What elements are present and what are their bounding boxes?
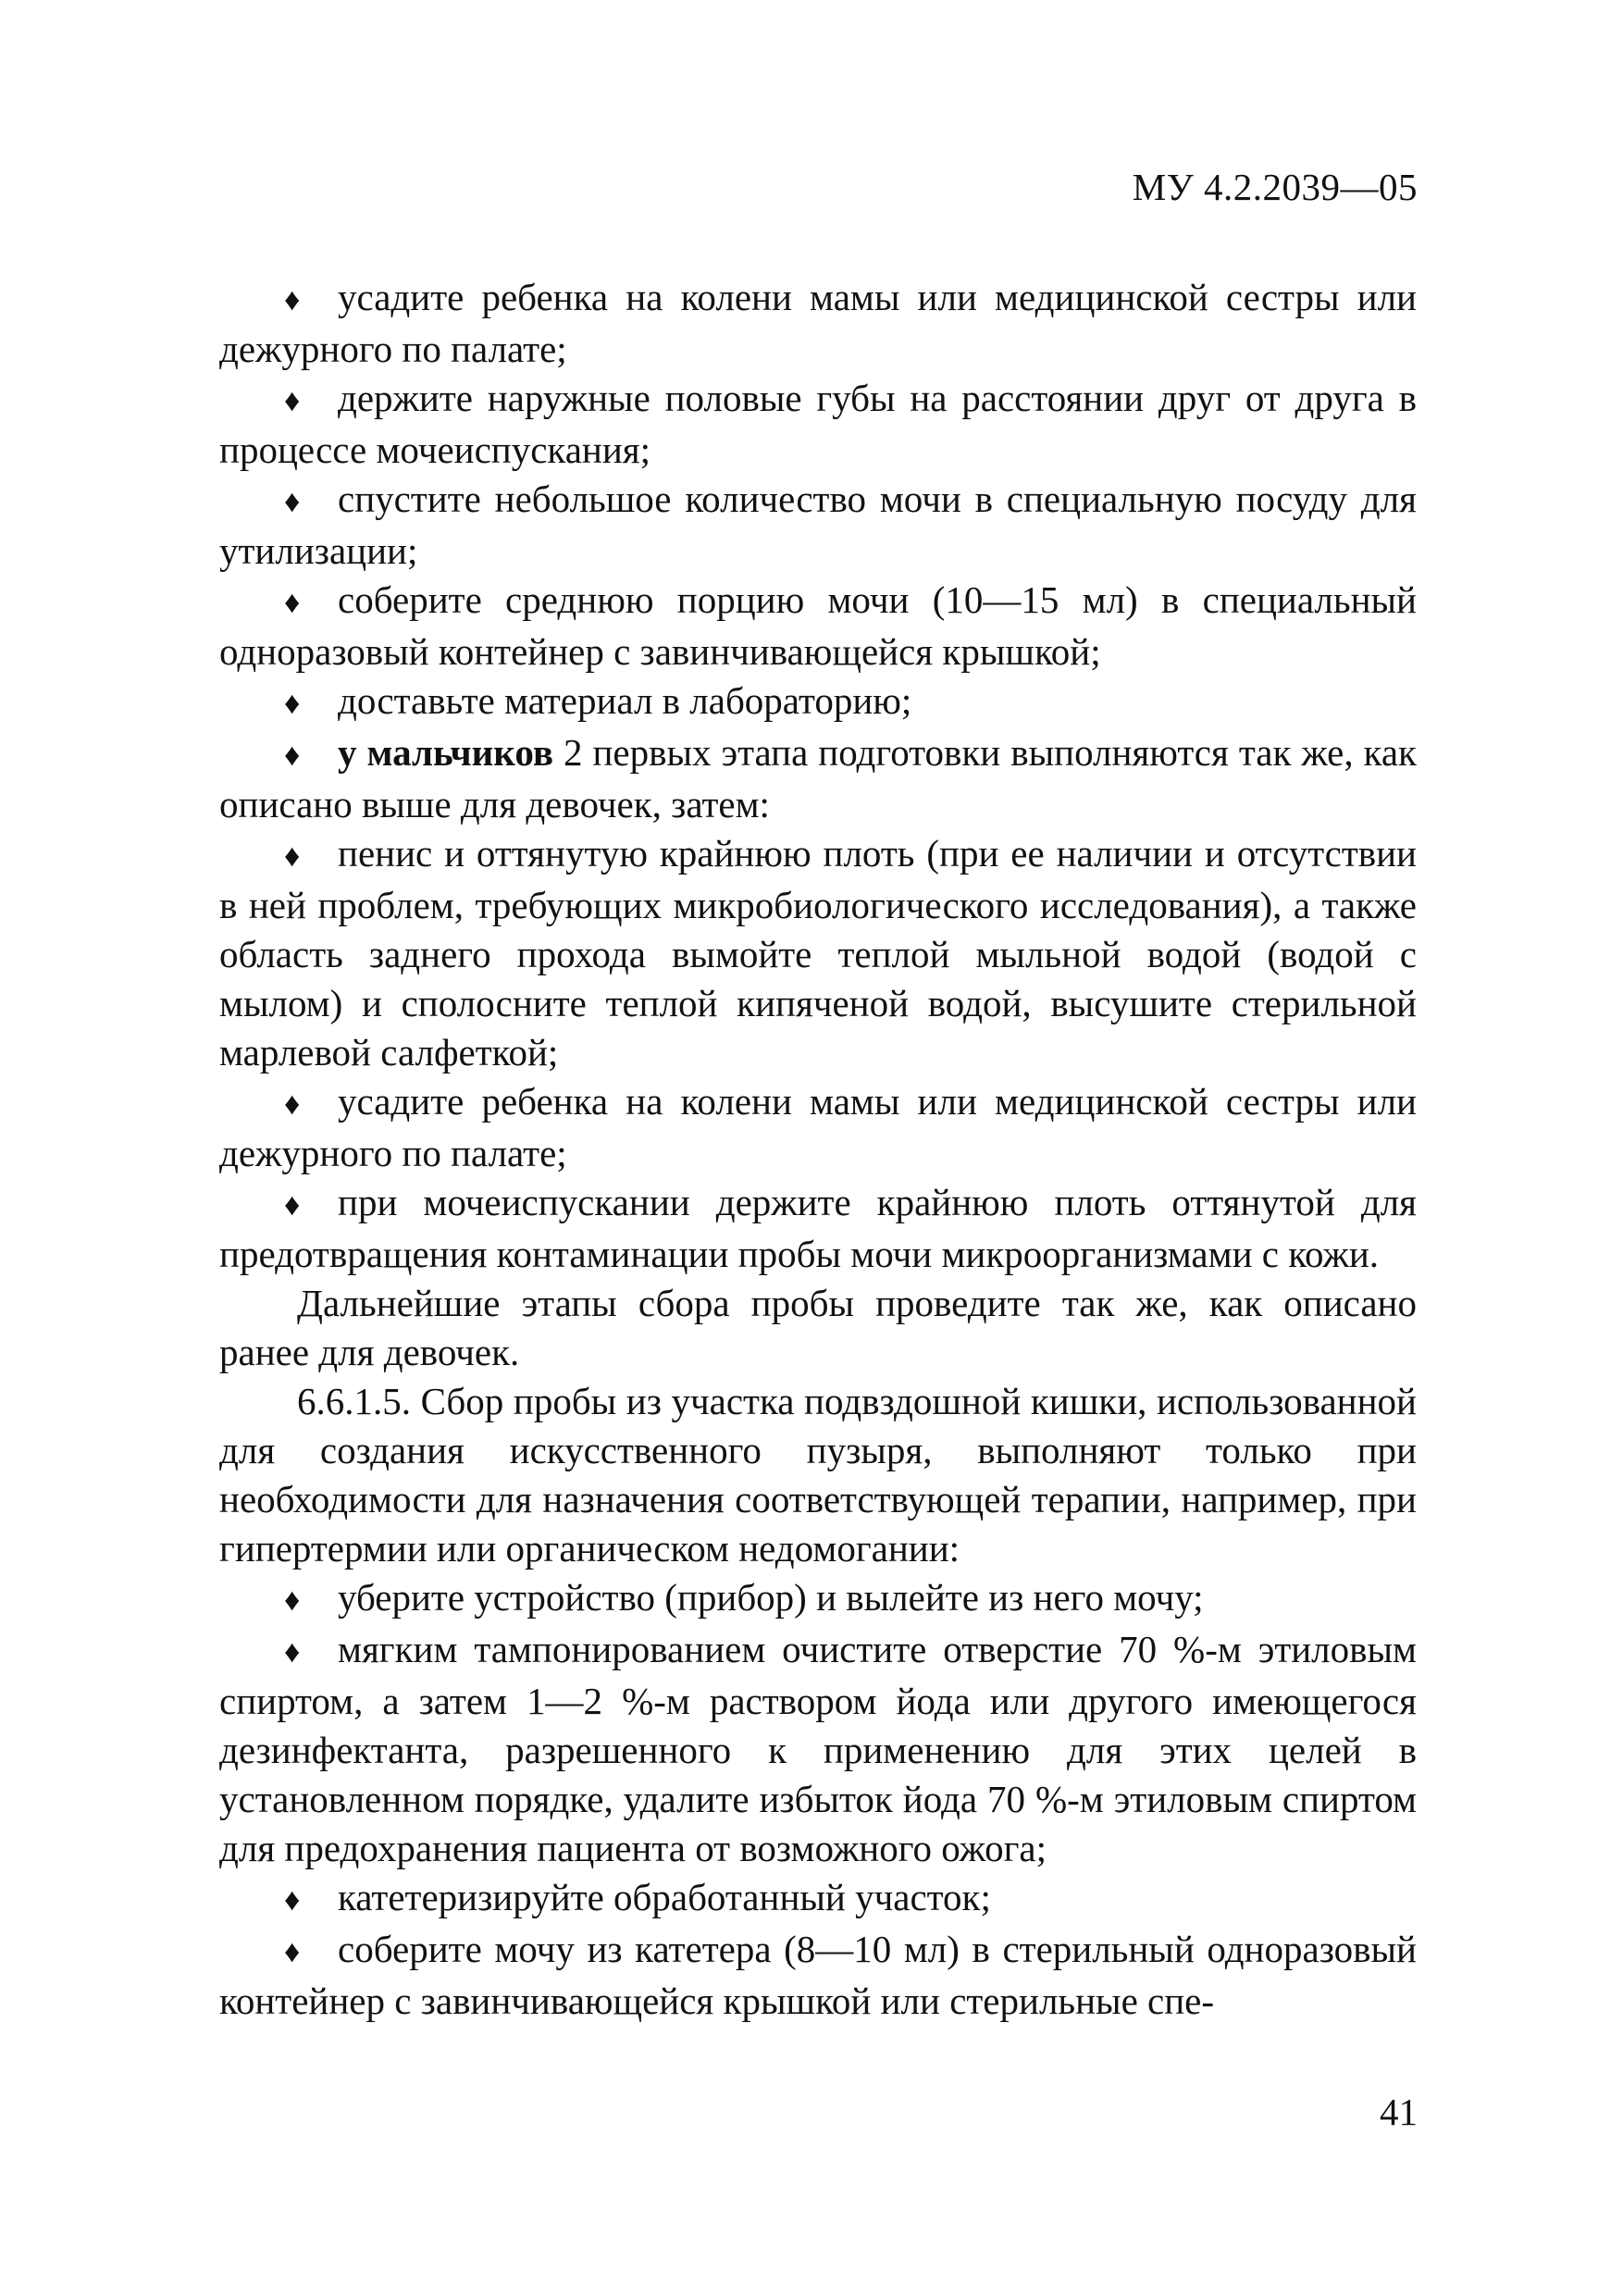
- bullet-diamond-icon: ♦: [284, 384, 301, 418]
- bullet-diamond-icon: ♦: [284, 839, 301, 874]
- list-item-text: усадите ребенка на колени мамы или медицинской сестры или дежурного по палате;: [219, 276, 1417, 370]
- document-code-header: МУ 4.2.2039—05: [1132, 166, 1418, 208]
- list-item: [219, 1178, 1417, 1279]
- section-paragraph: 6.6.1.5. Сбор пробы из участка подвздошной кишки, использованной для создания искусственного пузыря, выполняют только при необходимости для назначения соответствующей терапии, например, при гипертермии или органическом недомогании:: [219, 1380, 1417, 1570]
- list-item-text: соберите среднюю порцию мочи (10—15 мл) в специальный одноразовый контейнер с завинчивающейся крышкой;: [219, 578, 1417, 673]
- list-item-bold-lead: у мальчиков: [338, 731, 553, 774]
- list-item: [219, 374, 1417, 475]
- list-item: [219, 1625, 1417, 1873]
- bullet-diamond-icon: ♦: [284, 1883, 301, 1917]
- bullet-diamond-icon: ♦: [284, 485, 301, 519]
- list-item-text: при мочеиспускании держите крайнюю плоть оттянутой для предотвращения контаминации пробы мочи микроорганизмами с кожи.: [219, 1181, 1417, 1275]
- bullet-diamond-icon: ♦: [284, 1635, 301, 1669]
- bullet-diamond-icon: ♦: [284, 687, 301, 721]
- list-item-text: доставьте материал в лабораторию;: [338, 679, 912, 722]
- list-item-text: соберите мочу из катетера (8—10 мл) в стерильный одноразовый контейнер с завинчивающейся крышкой или стерильные спе-: [219, 1928, 1417, 2022]
- list-item-text: спустите небольшое количество мочи в специальную посуду для утилизации;: [219, 478, 1417, 572]
- bullet-diamond-icon: ♦: [284, 1087, 301, 1122]
- list-item-text: держите наружные половые губы на расстоянии друг от друга в процессе мочеиспускания;: [219, 377, 1417, 471]
- list-item: [219, 1925, 1417, 2026]
- bullet-diamond-icon: ♦: [284, 586, 301, 620]
- list-item: [219, 728, 1417, 829]
- bullet-diamond-icon: ♦: [284, 738, 301, 773]
- list-item: [219, 829, 1417, 1077]
- list-item: [219, 576, 1417, 676]
- list-item-text: 2 первых этапа подготовки выполняются так же, как описано выше для девочек, затем:: [219, 731, 1417, 825]
- list-item-text: уберите устройство (прибор) и вылейте из него мочу;: [338, 1576, 1204, 1619]
- list-item-text: пенис и оттянутую крайнюю плоть (при ее наличии и отсутствии в ней проблем, требующих микробиологического исследования), а также область заднего прохода вымойте теплой мыльной водой (водой с мылом) и сполосните теплой кипяченой водой, высушите стерильной марлевой салфеткой;: [219, 832, 1417, 1074]
- list-item-text: усадите ребенка на колени мамы или медицинской сестры или дежурного по палате;: [219, 1080, 1417, 1174]
- list-item-text: катетеризируйте обработанный участок;: [338, 1876, 991, 1918]
- list-item: [219, 676, 1417, 728]
- list-item: [219, 1573, 1417, 1625]
- list-item: [219, 273, 1417, 374]
- list-item: [219, 1873, 1417, 1925]
- page-number: 41: [1380, 2091, 1418, 2133]
- paragraph: Дальнейшие этапы сбора пробы проведите так же, как описано ранее для девочек.: [219, 1282, 1417, 1373]
- document-body: [219, 273, 1417, 2026]
- bullet-diamond-icon: ♦: [284, 283, 301, 317]
- bullet-diamond-icon: ♦: [284, 1583, 301, 1618]
- bullet-diamond-icon: ♦: [284, 1188, 301, 1222]
- list-item: [219, 475, 1417, 576]
- list-item: [219, 1077, 1417, 1178]
- list-item-text: мягким тампонированием очистите отверстие 70 %-м этиловым спиртом, а затем 1—2 %-м раствором йода или другого имеющегося дезинфектанта, разрешенного к применению для этих целей в установленном порядке, удалите избыток йода 70 %-м этиловым спиртом для предохранения пациента от возможного ожога;: [219, 1628, 1417, 1869]
- bullet-diamond-icon: ♦: [284, 1935, 301, 1969]
